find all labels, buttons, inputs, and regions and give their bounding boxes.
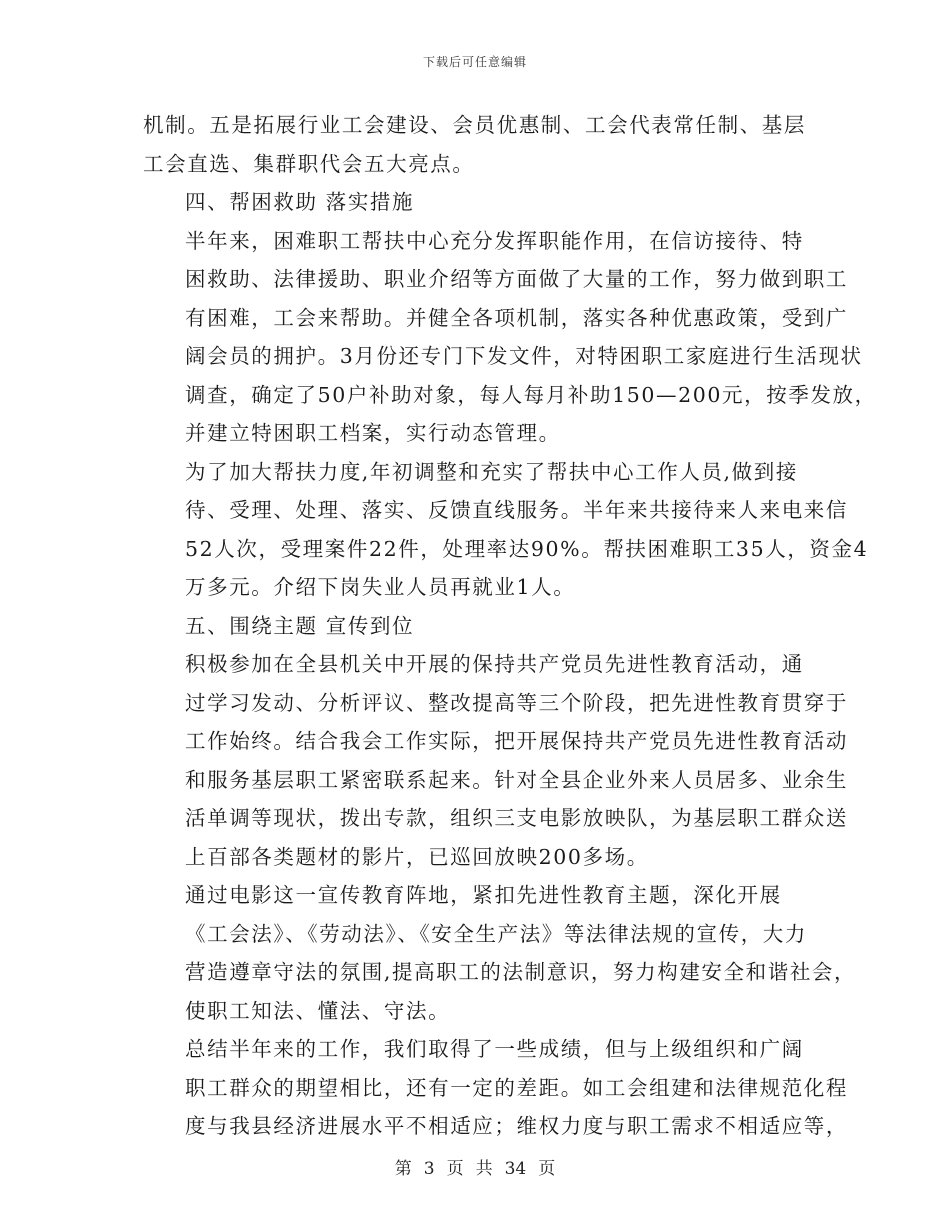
text-line: 五、围绕主题 宣传到位	[185, 613, 415, 638]
text-line: 营造遵章守法的氛围,提高职工的法制意识，努力构建安全和谐社会，	[185, 960, 857, 984]
footer-page-label: 页	[446, 1159, 464, 1179]
paragraph	[143, 222, 877, 453]
text-line: 上百部各类题材的影片，已巡回放映200多场。	[185, 844, 649, 869]
paragraph	[143, 453, 869, 607]
paragraph	[143, 645, 848, 876]
text-line: 使职工知法、懂法、守法。	[185, 998, 451, 1023]
text-line: 调查，确定了50户补助对象，每人每月补助150—200元，按季发放，	[185, 382, 877, 407]
text-line: 待、受理、处理、落实、反馈直线服务。半年来共接待来人来电来信	[185, 498, 848, 522]
text-line: 和服务基层职工紧密联系起来。针对全县企业外来人员居多、业余生	[185, 767, 848, 792]
text-line: 52人次，受理案件22件，处理率达90%。帮扶困难职工35人，资金4	[185, 536, 869, 561]
paragraph	[143, 1030, 848, 1146]
paragraph	[143, 183, 808, 222]
paragraph	[143, 106, 808, 183]
page-footer	[0, 1154, 950, 1179]
text-line: 半年来，困难职工帮扶中心充分发挥职能作用，在信访接待、特	[185, 228, 804, 253]
text-line: 度与我县经济进展水平不相适应；维权力度与职工需求不相适应等，	[185, 1114, 848, 1138]
text-line: 困救助、法律援助、职业介绍等方面做了大量的工作，努力做到职工	[185, 267, 848, 291]
page-header: 下载后可任意编辑	[422, 55, 527, 69]
paragraph	[143, 876, 857, 1030]
text-line: 机制。五是拓展行业工会建设、会员优惠制、工会代表常任制、基层	[143, 113, 806, 137]
text-line: 过学习发动、分析评议、整改提高等三个阶段，把先进性教育贯穿于	[185, 690, 848, 715]
footer-page-number: 3	[423, 1159, 435, 1179]
text-line: 职工群众的期望相比，还有一定的差距。如工会组建和法律规范化程	[185, 1075, 848, 1100]
text-line: 总结半年来的工作，我们取得了一些成绩，但与上级组织和广阔	[185, 1037, 804, 1061]
footer-total-label: 共	[475, 1159, 493, 1179]
paragraph	[143, 607, 808, 646]
text-line: 活单调等现状，拨出专款，组织三支电影放映队，为基层职工群众送	[185, 806, 848, 830]
footer-total-pages: 34	[504, 1159, 527, 1179]
text-line: 积极参加在全县机关中开展的保持共产党员先进性教育活动，通	[185, 652, 804, 676]
text-line: 并建立特困职工档案，实行动态管理。	[185, 421, 561, 445]
text-line: 通过电影这一宣传教育阵地，紧扣先进性教育主题，深化开展	[185, 883, 782, 907]
footer-suffix: 页	[538, 1159, 556, 1179]
text-line: 有困难，工会来帮助。并健全各项机制，落实各种优惠政策，受到广	[185, 305, 848, 330]
text-line: 为了加大帮扶力度,年初调整和充实了帮扶中心工作人员,做到接	[185, 459, 798, 484]
text-line: 工作始终。结合我会工作实际，把开展保持共产党员先进性教育活动	[185, 729, 848, 753]
text-line: 万多元。介绍下岗失业人员再就业1人。	[185, 575, 576, 599]
text-line: 阔会员的拥护。3月份还专门下发文件，对特困职工家庭进行生活现状	[185, 344, 863, 368]
text-line: 工会直选、集群职代会五大亮点。	[143, 151, 475, 176]
document-body	[143, 106, 877, 1146]
text-line: 《工会法》、《劳动法》、《安全生产法》等法律法规的宣传，大力	[185, 921, 807, 946]
footer-prefix: 第	[394, 1159, 412, 1179]
text-line: 四、帮困救助 落实措施	[185, 190, 415, 214]
